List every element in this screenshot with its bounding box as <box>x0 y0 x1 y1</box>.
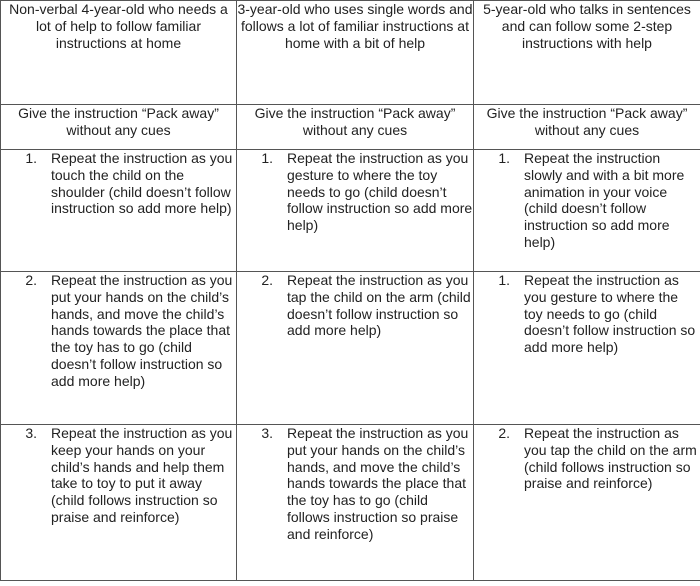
step-number: 1. <box>498 150 510 166</box>
step-text: Repeat the instruction as you tap the child on the arm (child follows instruction so praise and reinforce) <box>524 425 697 492</box>
step-text: Repeat the instruction as you put your hands on the child’s hands, and move the child’s hands towards the place that the toy has to go (child doesn’t follow instruction so add more help) <box>51 272 233 389</box>
step-cell <box>1 425 237 581</box>
step-cell <box>237 272 474 425</box>
step-text: Repeat the instruction as you gesture to where the toy needs to go (child doesn’t follow instruction so add more help) <box>524 272 696 356</box>
step-cell <box>474 150 700 272</box>
step-cell <box>474 425 700 581</box>
step-text: Repeat the instruction as you keep your hands on your child’s hands and help them take to toy to put it away (child follows instruction so praise and reinforce) <box>51 425 233 525</box>
column-header: 5-year-old who talks in sentences and can follow some 2-step instructions with help <box>474 1 700 105</box>
step-text: Repeat the instruction as you put your hands on the child’s hands, and move the child’s hands towards the place that the toy has to go (child follows instruction so praise and reinforce) <box>287 425 469 542</box>
step-number: 1. <box>498 272 510 288</box>
table-row <box>1 272 700 425</box>
step-number: 3. <box>25 425 37 441</box>
step-cell <box>237 425 474 581</box>
step-number: 2. <box>261 272 273 288</box>
step-number: 2. <box>498 425 510 441</box>
step-cell <box>474 272 700 425</box>
column-header: Non-verbal 4-year-old who needs a lot of help to follow familiar instructions at home <box>1 1 237 105</box>
step-number: 2. <box>25 272 37 288</box>
instruction-cell: Give the instruction “Pack away” without any cues <box>237 105 474 150</box>
table-row <box>1 150 700 272</box>
step-number: 1. <box>25 150 37 166</box>
step-text: Repeat the instruction slowly and with a bit more animation in your voice (child doesn’t follow instruction so add more help) <box>524 150 685 250</box>
table-row <box>1 425 700 581</box>
header-row <box>1 1 700 105</box>
step-text: Repeat the instruction as you tap the child on the arm (child doesn’t follow instruction so add more help) <box>287 272 471 339</box>
step-text: Repeat the instruction as you gesture to where the toy needs to go (child doesn’t follow instruction so add more help) <box>287 150 473 234</box>
instruction-cell: Give the instruction “Pack away” without any cues <box>1 105 237 150</box>
instruction-cell: Give the instruction “Pack away” without any cues <box>474 105 700 150</box>
step-text: Repeat the instruction as you touch the child on the shoulder (child doesn’t follow instruction so add more help) <box>51 150 233 217</box>
step-number: 1. <box>261 150 273 166</box>
step-cell <box>237 150 474 272</box>
column-header: 3-year-old who uses single words and follows a lot of familiar instructions at home with a bit of help <box>237 1 474 105</box>
step-cell <box>1 272 237 425</box>
instruction-row <box>1 105 700 150</box>
step-number: 3. <box>261 425 273 441</box>
step-cell <box>1 150 237 272</box>
